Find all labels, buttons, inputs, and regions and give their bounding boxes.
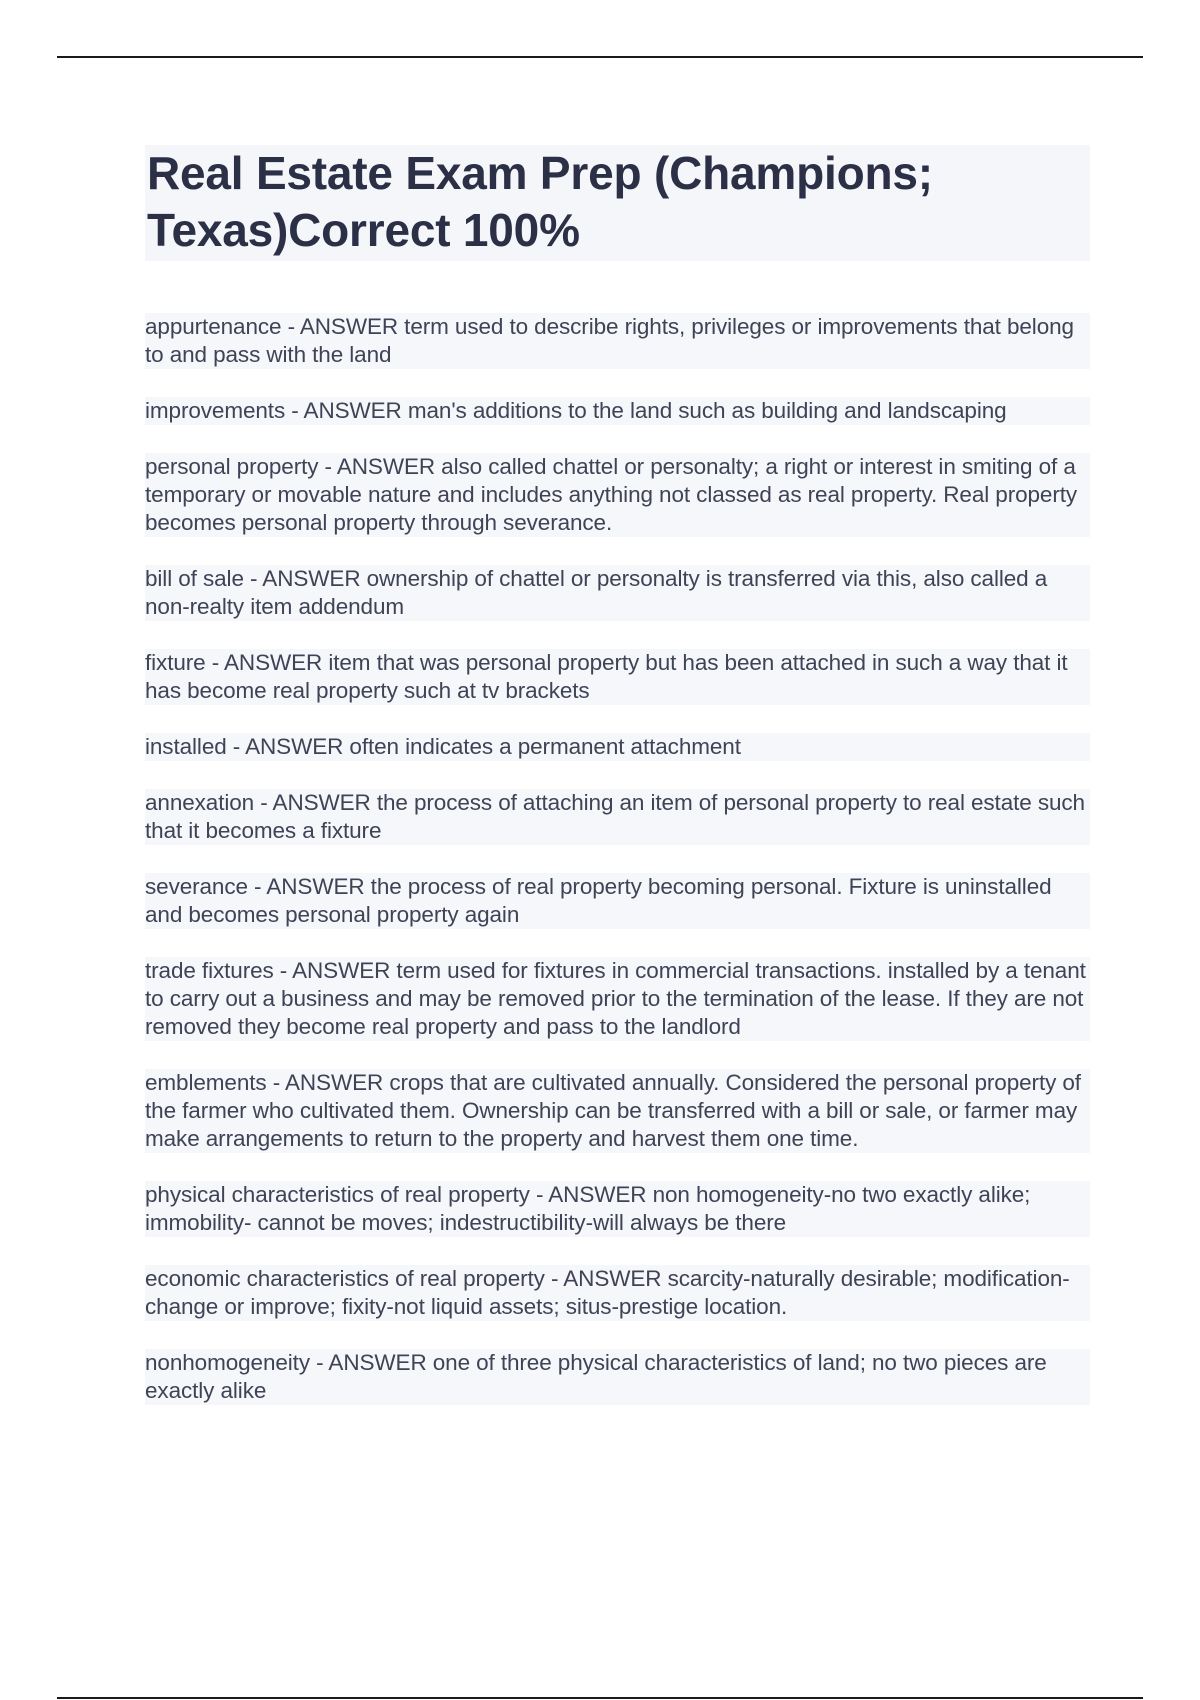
- qa-entry-trade-fixtures: trade fixtures - ANSWER term used for fixtures in commercial transactions. installed by a tenant to carry out a business and may be removed prior to the termination of the lease. If they are not removed they become real property and pass to the landlord: [145, 957, 1090, 1041]
- qa-entry-installed: installed - ANSWER often indicates a permanent attachment: [145, 733, 1090, 761]
- qa-entry-appurtenance: appurtenance - ANSWER term used to describe rights, privileges or improvements that belong to and pass with the land: [145, 313, 1090, 369]
- qa-entry-nonhomogeneity: nonhomogeneity - ANSWER one of three physical characteristics of land; no two pieces are exactly alike: [145, 1349, 1090, 1405]
- title-block: [145, 145, 1090, 261]
- qa-entry-severance: severance - ANSWER the process of real property becoming personal. Fixture is uninstalled and becomes personal property again: [145, 873, 1090, 929]
- qa-entry-bill-of-sale: bill of sale - ANSWER ownership of chattel or personalty is transferred via this, also called a non-realty item addendum: [145, 565, 1090, 621]
- qa-entry-personal-property: personal property - ANSWER also called chattel or personalty; a right or interest in smiting of a temporary or movable nature and includes anything not classed as real property. Real property becomes personal property through severance.: [145, 453, 1090, 537]
- footer-rule: [57, 1697, 1143, 1699]
- header-rule: [57, 56, 1143, 58]
- document-body: [145, 145, 1090, 1433]
- qa-entry-physical-characteristics: physical characteristics of real property - ANSWER non homogeneity-no two exactly alike; immobility- cannot be moves; indestructibility-will always be there: [145, 1181, 1090, 1237]
- page-title: Real Estate Exam Prep (Champions; Texas)Correct 100%: [147, 147, 933, 256]
- qa-entry-annexation: annexation - ANSWER the process of attaching an item of personal property to real estate such that it becomes a fixture: [145, 789, 1090, 845]
- qa-entry-emblements: emblements - ANSWER crops that are cultivated annually. Considered the personal property of the farmer who cultivated them. Ownership can be transferred with a bill or sale, or farmer may make arrangements to return to the property and harvest them one time.: [145, 1069, 1090, 1153]
- qa-entry-improvements: improvements - ANSWER man's additions to the land such as building and landscaping: [145, 397, 1090, 425]
- qa-entry-economic-characteristics: economic characteristics of real property - ANSWER scarcity-naturally desirable; modification-change or improve; fixity-not liquid assets; situs-prestige location.: [145, 1265, 1090, 1321]
- qa-entry-fixture: fixture - ANSWER item that was personal property but has been attached in such a way that it has become real property such at tv brackets: [145, 649, 1090, 705]
